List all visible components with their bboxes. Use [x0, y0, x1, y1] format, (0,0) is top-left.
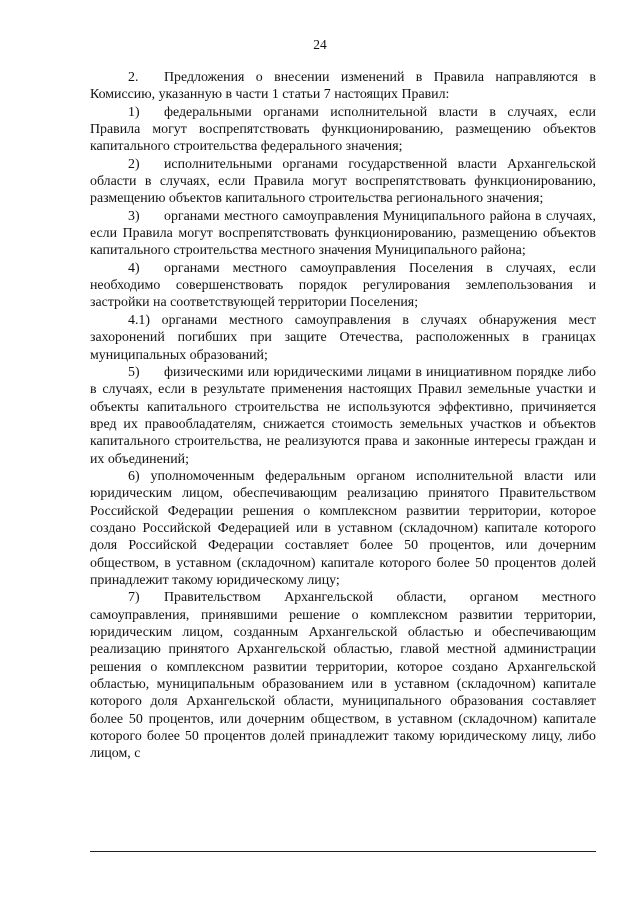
- paragraph-text: Предложения о внесении изменений в Правила направляются в Комиссию, указанную в части 1 статьи 7 настоящих Правил:: [90, 70, 596, 103]
- list-item-6: [90, 468, 596, 589]
- paragraph-text: 6) уполномоченным федеральным органом исполнительной власти или юридическим лицом, обеспечивающим реализацию принятого Правительством Российской Федерации решения о комплексном развитии территории, которое создано Российской Федерацией или в уставном (складочном) капитале которого доля Российской Федерации составляет более 50 процентов, или дочерним обществом, в уставном (складочном) капитале которого более 50 процентов долей принадлежит такому юридическому лицу;: [90, 468, 596, 588]
- paragraph-text: органами местного самоуправления Муниципального района в случаях, если Правила могут воспрепятствовать функционированию, размещению объектов капитального строительства местного значения Муниципального района;: [90, 208, 596, 259]
- list-item-4-1: [90, 312, 596, 364]
- item-number: 2): [128, 156, 140, 172]
- paragraph-text: 4.1) органами местного самоуправления в случаях обнаружения мест захоронений погибших при защите Отечества, расположенных в границах муниципальных образований;: [90, 312, 596, 363]
- item-number: 2.: [128, 70, 139, 85]
- paragraph-text: федеральными органами исполнительной власти в случаях, если Правила могут воспрепятствовать функционированию, размещению объектов капитального строительства федерального значения;: [90, 104, 596, 155]
- paragraph-text: физическими или юридическими лицами в инициативном порядке либо в случаях, если в результате применения настоящих Правил земельные участки и объекты капитального строительства не используются эффективно, причиняется вред их правообладателям, снижается стоимость земельных участков и объектов капитального строительства, не реализуются права и законные интересы граждан и их объединений;: [90, 364, 596, 467]
- item-number: 5): [128, 364, 140, 380]
- paragraph-text: Правительством Архангельской области, органом местного самоуправления, принявшими решение о комплексном развитии территории, юридическим лицом, созданным Архангельской областью и обеспечивающим реализацию принятого Архангельской областью, главой местной администрации решения о комплексном развитии территории, которое создано Архангельской областью, муниципальным образованием или в уставном (складочном) капитале которого доля Архангельской области, муниципального образования составляет более 50 процентов, или дочерним обществом, в уставном (складочном) капитале которого более 50 процентов долей принадлежит такому юридическому лицу, либо лицом, с: [90, 590, 596, 762]
- list-item-5: [90, 364, 596, 468]
- paragraph-2: [90, 69, 596, 104]
- item-number: 1): [128, 104, 140, 120]
- item-number: 7): [128, 590, 140, 606]
- document-body: [90, 69, 596, 763]
- list-item-3: [90, 208, 596, 260]
- page-number: 24: [313, 37, 327, 52]
- item-number: 3): [128, 208, 140, 224]
- list-item-4: [90, 260, 596, 312]
- item-number: 4): [128, 260, 140, 276]
- list-item-1: [90, 104, 596, 156]
- paragraph-text: исполнительными органами государственной власти Архангельской области в случаях, если Правила могут воспрепятствовать функционированию, размещению объектов капитального строительства регионального значения;: [90, 156, 596, 207]
- footer-divider: [90, 851, 596, 852]
- list-item-2: [90, 156, 596, 208]
- list-item-7: [90, 589, 596, 762]
- paragraph-text: органами местного самоуправления Поселения в случаях, если необходимо совершенствовать порядок регулирования землепользования и застройки на соответствующей территории Поселения;: [90, 260, 596, 311]
